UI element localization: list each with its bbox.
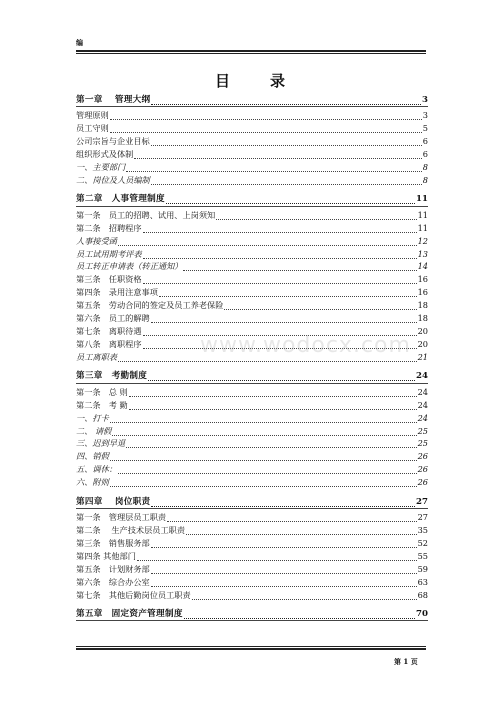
toc-page-number: 16	[417, 287, 428, 298]
dot-leader	[224, 302, 416, 310]
toc-page-number: 18	[417, 300, 428, 311]
toc-entry-row[interactable]	[76, 548, 428, 561]
toc-page-number: 25	[417, 425, 428, 436]
toc-label: 第七条 其他后勤岗位员工职责	[76, 589, 191, 600]
toc-entry-row[interactable]	[76, 448, 428, 461]
toc-entry-row[interactable]	[76, 220, 428, 233]
toc-page-number: 11	[416, 194, 428, 205]
toc-page-number: 26	[417, 477, 428, 488]
dot-leader	[118, 238, 417, 246]
dot-leader	[186, 527, 417, 535]
toc-label: 三、迟到早退	[76, 438, 126, 449]
toc-label: 第二条 考 勤	[76, 399, 128, 410]
toc-page-number: 21	[417, 352, 428, 363]
header-rule	[76, 50, 426, 54]
dot-leader	[110, 125, 422, 133]
page-number: 第 1 页	[394, 657, 418, 666]
toc-label: 第五条 劳动合同的签定及员工养老保险	[76, 300, 224, 311]
toc-label: 第六条 综合办公室	[76, 576, 150, 587]
toc-label: 第七条 离职待遇	[76, 326, 142, 337]
toc-chapter-row[interactable]	[76, 494, 428, 507]
toc-entry-row[interactable]	[76, 474, 428, 487]
dot-leader	[216, 212, 416, 220]
toc-label: 第五条 计划财务部	[76, 563, 150, 574]
toc-page-number: 11	[417, 222, 428, 233]
toc-entry-row[interactable]	[76, 233, 428, 246]
toc-label: 第二条 招聘程序	[76, 222, 142, 233]
toc-label: 第一条 员工的招聘、试用、上岗须知	[76, 209, 216, 220]
dot-leader	[151, 566, 417, 574]
toc-label: 二、岗位及人员编制	[76, 175, 150, 186]
toc-page-number: 13	[417, 248, 428, 259]
dot-leader	[151, 579, 417, 587]
toc-page-number: 8	[422, 162, 428, 173]
toc-entry-row[interactable]	[76, 423, 428, 436]
toc-page-number: 20	[417, 339, 428, 350]
dot-leader	[137, 553, 417, 561]
title-char-2: 录	[270, 72, 286, 90]
dot-leader	[110, 479, 417, 487]
toc-label: 第一章 管理大纲	[76, 94, 151, 105]
toc-entry-row[interactable]	[76, 297, 428, 310]
dot-leader	[134, 151, 421, 159]
toc-entry-row[interactable]	[76, 397, 428, 410]
toc-page-number: 6	[422, 136, 428, 147]
dot-leader	[118, 466, 417, 474]
page-title	[0, 70, 500, 91]
toc-entry-row[interactable]	[76, 587, 428, 600]
toc-entry-row[interactable]	[76, 384, 428, 397]
dot-leader	[167, 514, 417, 522]
toc-label: 第三条 任职资格	[76, 274, 142, 285]
toc-page-number: 3	[422, 110, 428, 121]
toc-label: 第一条 总 则	[76, 386, 128, 397]
toc-page-number: 52	[417, 537, 428, 548]
toc-label: 公司宗旨与企业目标	[76, 136, 150, 147]
toc-entry-row[interactable]	[76, 172, 428, 185]
toc-label: 员工试用期考评表	[76, 248, 142, 259]
toc-entry-row[interactable]	[76, 410, 428, 423]
toc-entry-row[interactable]	[76, 159, 428, 172]
toc-page-number: 63	[417, 576, 428, 587]
toc-page-number: 6	[422, 149, 428, 160]
dot-leader	[143, 225, 417, 233]
header-mark: 编	[76, 38, 83, 47]
toc-page-number: 18	[417, 313, 428, 324]
dot-leader	[129, 402, 417, 410]
toc-page-number: 11	[417, 209, 428, 220]
dot-leader	[143, 276, 417, 284]
toc-label: 第二章 人事管理制度	[76, 194, 165, 205]
toc-label: 员工守则	[76, 123, 109, 134]
toc-label: 四、销假	[76, 451, 109, 462]
dot-leader	[148, 373, 415, 381]
toc-page-number: 24	[416, 371, 428, 382]
toc-entry-row[interactable]	[76, 120, 428, 133]
toc-entry-row[interactable]	[76, 271, 428, 284]
dot-leader	[184, 611, 415, 619]
dot-leader	[126, 164, 422, 172]
toc-entry-row[interactable]	[76, 461, 428, 474]
toc-label: 第八条 离职程序	[76, 339, 142, 350]
toc-label: 第四条 录用注意事项	[76, 287, 158, 298]
toc-chapter-row[interactable]	[76, 606, 428, 619]
toc-entry-row[interactable]	[76, 133, 428, 146]
toc-entry-row[interactable]	[76, 561, 428, 574]
dot-leader	[151, 540, 417, 548]
toc-entry-row[interactable]	[76, 107, 428, 120]
dot-leader	[112, 428, 416, 436]
dot-leader	[126, 440, 416, 448]
toc-label: 第四章 岗位职责	[76, 496, 151, 507]
dot-leader	[183, 263, 416, 271]
toc-entry-row[interactable]	[76, 574, 428, 587]
toc-entry-row[interactable]	[76, 284, 428, 297]
toc-label: 第三章 考勤制度	[76, 371, 148, 382]
toc-label: 第三条 销售服务部	[76, 537, 150, 548]
dot-leader	[129, 389, 417, 397]
dot-leader	[110, 112, 422, 120]
toc-page-number: 55	[417, 550, 428, 561]
dot-leader	[151, 177, 422, 185]
toc-label: 管理原则	[76, 110, 109, 121]
toc-entry-row[interactable]	[76, 436, 428, 449]
toc-page-number: 59	[417, 563, 428, 574]
toc-label: 五、调休：	[76, 464, 117, 475]
dot-leader	[151, 315, 417, 323]
toc-page-number: 35	[417, 524, 428, 535]
toc-page-number: 14	[417, 261, 428, 272]
dot-leader	[151, 499, 415, 507]
toc-page-number: 16	[417, 274, 428, 285]
toc-label: 第五章 固定资产管理制度	[76, 608, 183, 619]
toc-label: 第一条 管理层员工职责	[76, 511, 167, 522]
toc-label: 一、打卡	[76, 412, 109, 423]
toc-label: 第六条 员工的解聘	[76, 313, 150, 324]
toc-page-number: 27	[417, 511, 428, 522]
dot-leader	[159, 289, 417, 297]
toc-page-number: 12	[417, 235, 428, 246]
toc-label: 第四条 其他部门	[76, 550, 136, 561]
toc-page-number: 3	[422, 94, 428, 105]
toc-page-number: 24	[417, 412, 428, 423]
toc-page-number: 26	[417, 464, 428, 475]
dot-leader	[192, 592, 417, 600]
toc-page-number: 20	[417, 326, 428, 337]
toc-page-number: 27	[416, 496, 428, 507]
dot-leader	[151, 97, 421, 105]
toc-label: 员工离职表	[76, 352, 117, 363]
toc-label: 第二条 生产技术层员工职责	[76, 524, 186, 535]
toc-label: 二、 请假	[76, 425, 112, 436]
toc-entry-row[interactable]	[76, 146, 428, 159]
toc-label: 一、主要部门	[76, 162, 126, 173]
toc-entry-row[interactable]	[76, 522, 428, 535]
toc-entry-row[interactable]	[76, 310, 428, 323]
toc-entry-row[interactable]	[76, 509, 428, 522]
toc-page-number: 26	[417, 451, 428, 462]
toc-chapter-row[interactable]	[76, 191, 428, 204]
toc-label: 人事接受函	[76, 235, 117, 246]
toc-entry-row[interactable]	[76, 535, 428, 548]
footer-rule	[76, 646, 426, 650]
dot-leader	[110, 453, 417, 461]
toc-entry-row[interactable]	[76, 246, 428, 259]
toc-page-number: 70	[416, 608, 428, 619]
toc-page-number: 24	[417, 386, 428, 397]
dot-leader	[151, 138, 422, 146]
chapter-rule	[76, 620, 428, 621]
watermark: www.wodocx.com	[200, 333, 411, 358]
toc-chapter-row[interactable]	[76, 92, 428, 105]
toc-entry-row[interactable]	[76, 259, 428, 272]
dot-leader	[166, 196, 415, 204]
toc-page-number: 8	[422, 175, 428, 186]
dot-leader	[143, 251, 417, 259]
toc-entry-row[interactable]	[76, 207, 428, 220]
toc-label: 六、附则	[76, 477, 109, 488]
dot-leader	[110, 415, 417, 423]
toc-label: 组织形式及体制	[76, 149, 134, 160]
toc-chapter-row[interactable]	[76, 368, 428, 381]
title-char-1: 目	[214, 72, 230, 90]
toc-page-number: 25	[417, 438, 428, 449]
toc-page-number: 68	[417, 589, 428, 600]
toc-page-number: 24	[417, 399, 428, 410]
toc-label: 员工转正申请表（转正通知）	[76, 261, 183, 272]
toc-page-number: 5	[422, 123, 428, 134]
